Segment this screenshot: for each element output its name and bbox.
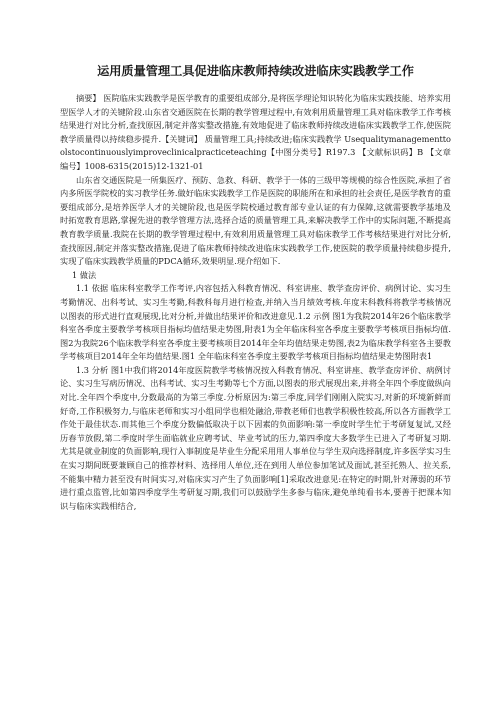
analysis-paragraph: 1.3 分析 图1中我们将2014年度医院教学考核情况按入科教育情况、科室讲座、教学查房评价、病例讨论、实习生写病历情况、出科考试、实习生考勤等七个方面,以图表的形式展现出来,并将全年四个季度做纵向对比.全年四个季度中,分数最高的为第三季度.分析原因为:第三季度,同学们刚刚入院实习,对新的环境新鲜而好奇,工作积极努力,与临床老师和实习小组同学也相处融洽,带教老师们也教学积极性较高,所以各方面教学工作处于最佳状态.而其他三个季度分数偏低取决于以下因素的负面影响:第一季度时学生忙于考研复复试,又经历春节放假,第二季度时学生面临就业应聘考试、毕业考试的压力,第四季度大多数学生已进入了考研复习期.尤其是就业制度的负面影响,现行入事制度是毕业生分配采用用人事单位与学生双向选择制度,许多医学实习生在实习期间既要兼顾自己的推荐材料、选择用人单位,还在到用人单位参加笔试及面试,甚至托熟人、拉关系,不能集中精力甚至没有时间实习,对临床实习产生了负面影响[1]采取改进意见:在特定的时期,针对薄弱的环节进行重点监管,比如第四季度学生考研复习期,我们可以鼓励学生多参与临床,避免单纯看书本,要善于把课本知识与临床实践相结合, [60, 364, 451, 511]
document-body [60, 92, 451, 513]
document-title: 运用质量管理工具促进临床教师持续改进临床实践教学工作 [97, 64, 414, 78]
abstract-paragraph: 摘要】 医院临床实践教学是医学教育的重要组成部分,是将医学理论知识转化为临床实践技能、培养实用型医学人才的关键阶段.山东省交通医院在长期的教学管理过程中,有效利用质量管理工具对临床教学工作考核结果进行对比分析,查找原因,制定并落实整改措施,有效地促进了临床教师持续改进临床实践教学工作,使医院教学质量得以持续稳步提升.【关键词】 质量管理工具;持续改进;临床实践教学 Usequalitymanagementtoolstocontinuouslyimproveclinicalpracticeteaching【中图分类号】R197.3 【文献标识码】B 【文章编号】1008-6315(2015)12-1321-01 [60, 93, 451, 171]
intro-paragraph: 山东省交通医院是一所集医疗、预防、急救、科研、教学于一体的三级甲等规模的综合性医院,承担了省内多所医学院校的实习教学任务.做好临床实践教学工作是医院的职能所在和承担的社会责任,是医学教育的重要组成部分,是培养医学人才的关键阶段,也是医学院校通过教育部专业认证的有力保障,这就需要教学基地及时拓宽教育思路,掌握先进的教学管理方法,选择合适的质量管理工具,来解决教学工作中的实际问题,不断提高教育教学质量.我院在长期的教学管理过程中,有效利用质量管理工具对临床教学工作考核结果进行对比分析,查找原因,制定并落实整改措施,促进了临床教师持续改进临床实践教学工作,使医院的教学质量持续稳步提升,实现了临床实践教学质量的PDCA循环,效果明显.现介绍如下. [60, 174, 451, 267]
method-paragraph: 1.1 依据 临床科室教学工作考评,内容包括入科教育情况、科室讲座、教学查房评价、病例讨论、实习生考勤情况、出科考试、实习生考勤,科教科每月进行检查,并纳入当月绩效考核.年度末科教科将教学考核情况以图表的形式进行直观展现,比对分析,并做出结果评价和改进意见.1.2 示例 图1为我院2014年26个临床教学科室各季度主要教学考核项目指标均值结果走势图,附表1为全年临床科室各季度主要教学考核项目指标均值.图2为我院26个临床教学科室各季度主要考核项目2014年全年均值结果走势图,表2为临床教学科室各主要教学考核项目2014年全年均值结果.图1 全年临床科室各季度主要教学考核项目指标均值结果走势图附表1 [60, 283, 451, 362]
section-heading: 1 做法 [72, 269, 97, 280]
